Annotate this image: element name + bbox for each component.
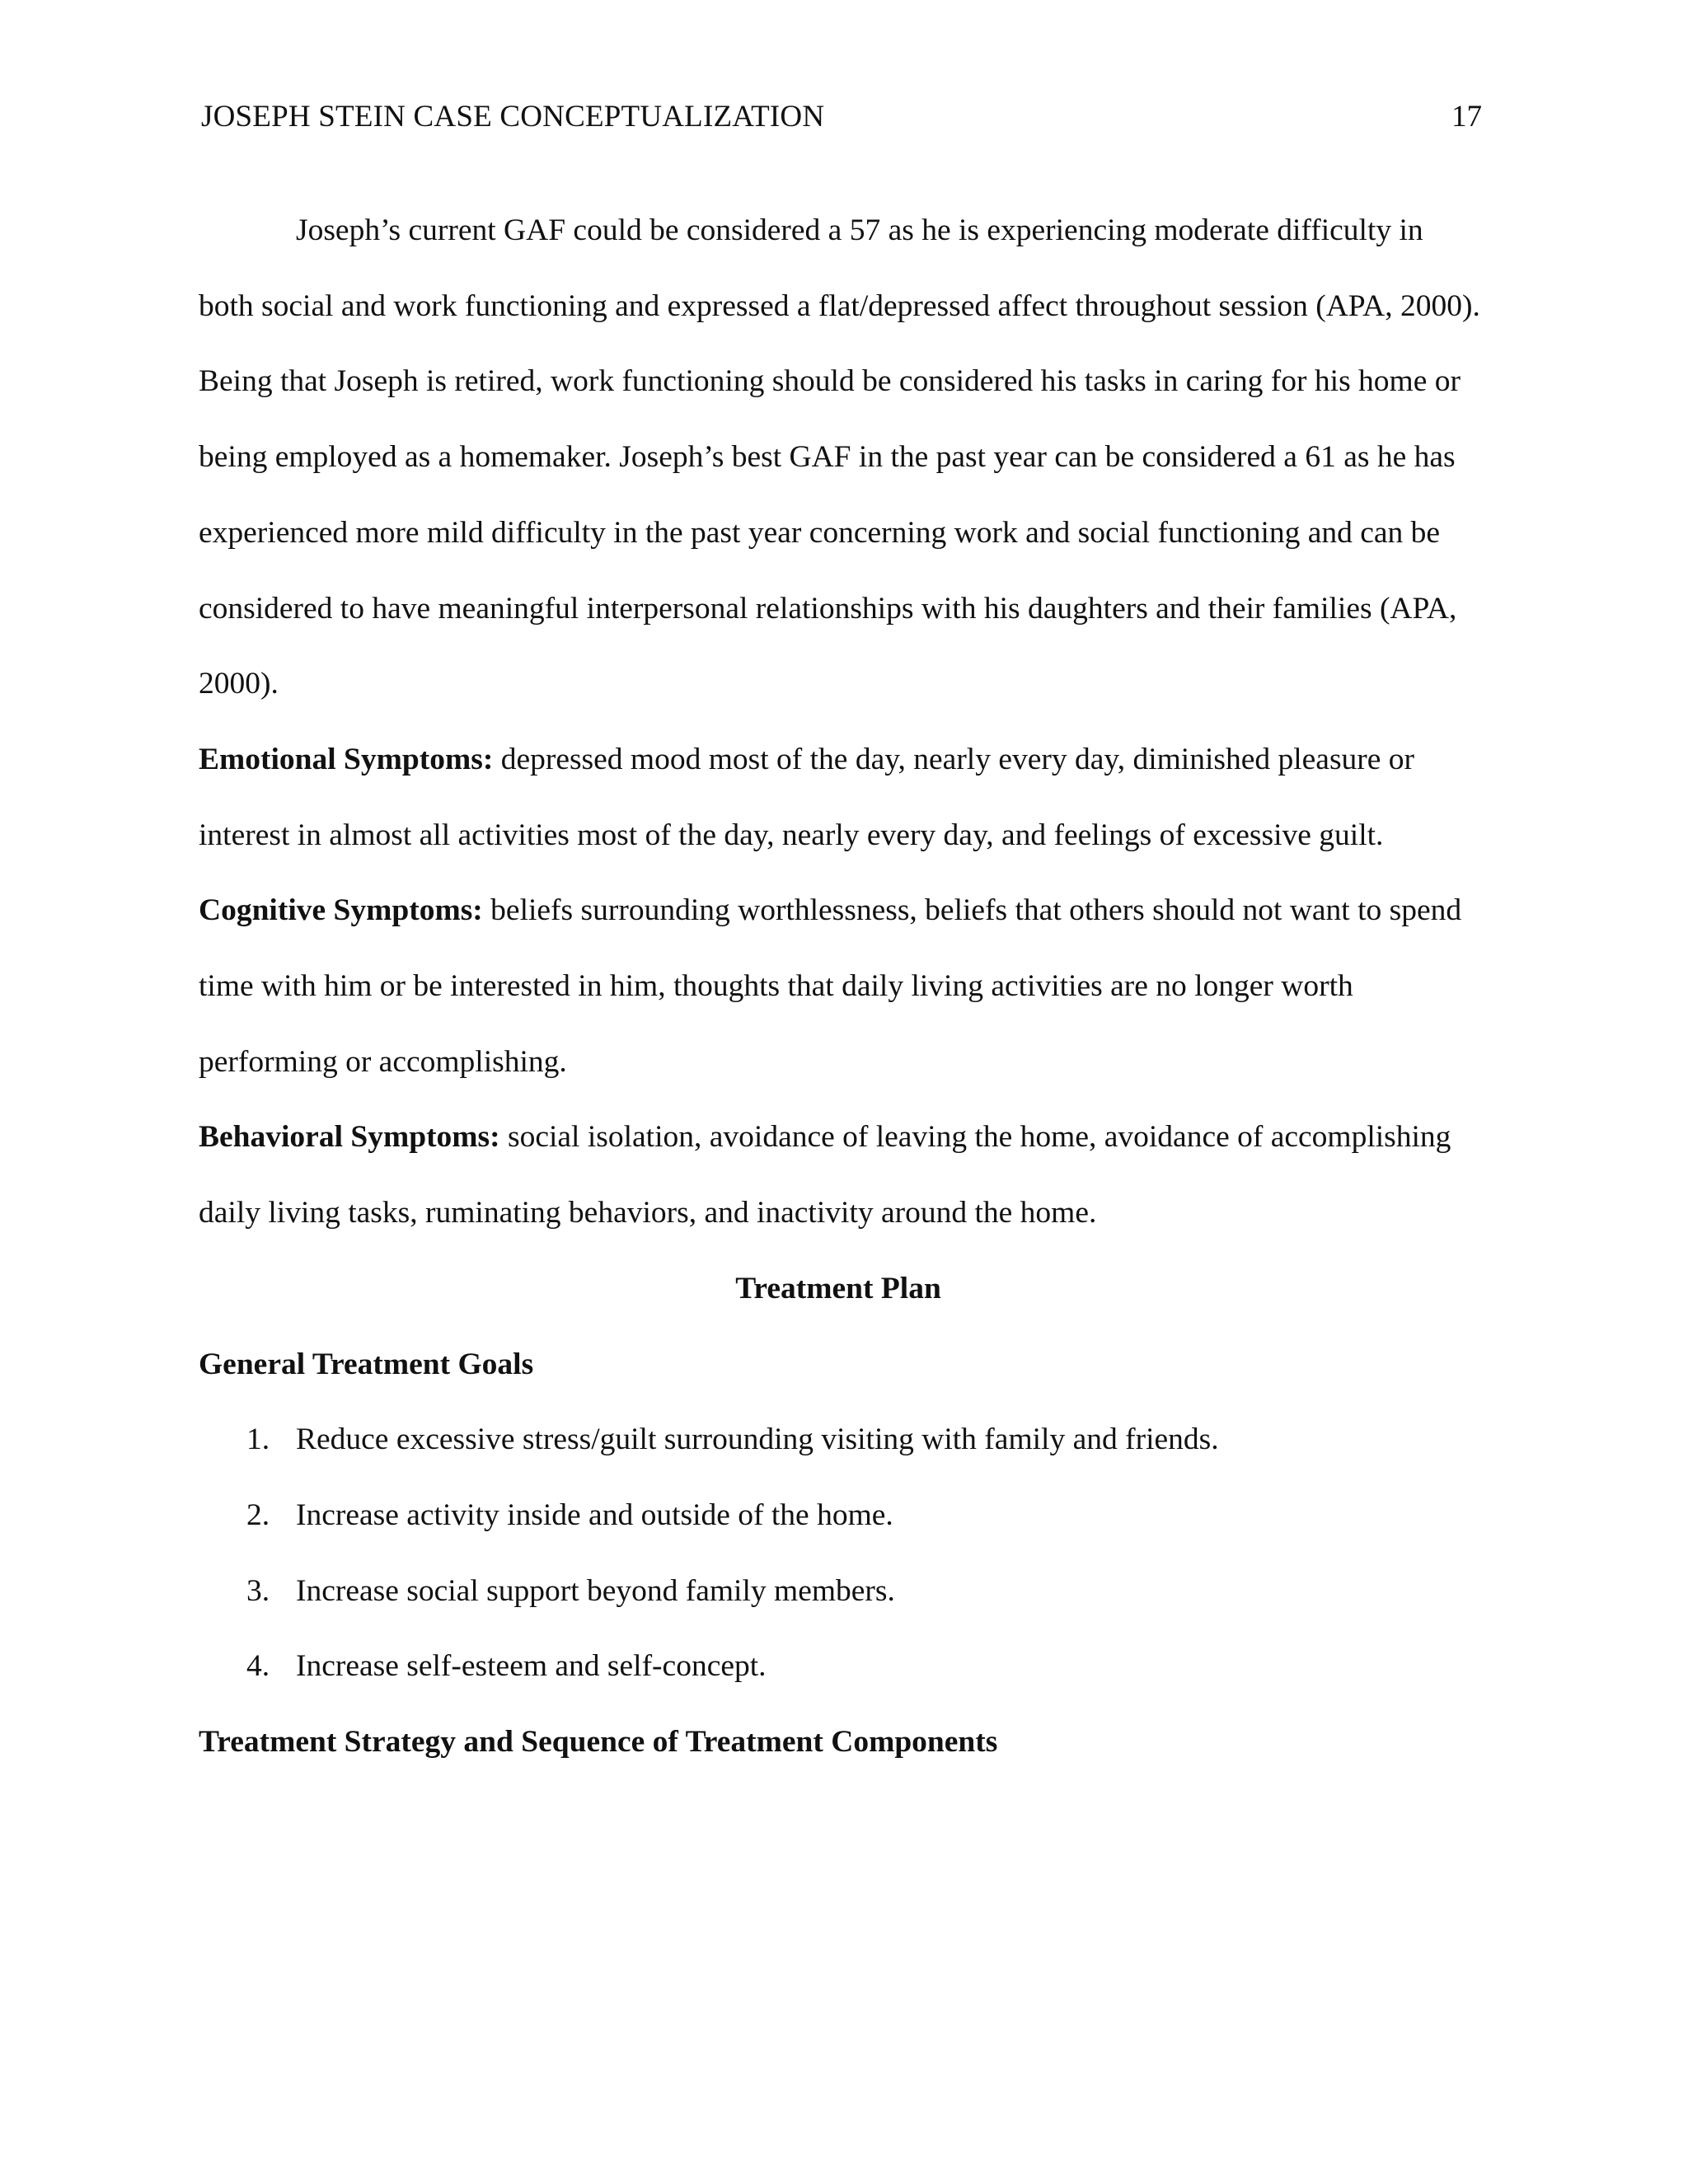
treatment-plan-heading: Treatment Plan [735, 1271, 941, 1305]
cognitive-symptoms-label: Cognitive Symptoms: [199, 893, 483, 928]
running-head: JOSEPH STEIN CASE CONCEPTUALIZATION [201, 100, 825, 134]
goal-text: Increase social support beyond family members. [296, 1573, 895, 1608]
behavioral-symptoms-paragraph [199, 1099, 1484, 1250]
behavioral-symptoms-label: Behavioral Symptoms: [199, 1120, 500, 1155]
goal-text: Increase self-esteem and self-concept. [296, 1649, 767, 1684]
cognitive-symptoms-paragraph [199, 873, 1484, 1099]
emotional-symptoms-text: depressed mood most of the day, nearly every day, diminished pleasure or interest in almost all activities most of the day, nearly every day, and feelings of excessive guilt. [199, 742, 1415, 852]
goal-item [199, 1629, 1484, 1704]
goal-number: 3. [246, 1573, 270, 1608]
goal-list [199, 1402, 1484, 1704]
goal-item [199, 1554, 1484, 1629]
goal-number: 1. [246, 1422, 270, 1457]
body-text [199, 193, 1484, 1780]
page-number: 17 [1451, 100, 1482, 134]
gaf-paragraph: Joseph’s current GAF could be considered a 57 as he is experiencing moderate difficulty in both social and work functioning and expressed a flat/depressed affect throughout session (APA, 2000). Being that Joseph is retired, work functioning should be considered his tasks in caring for his home or being employed as a homemaker. Joseph’s best GAF in the past year can be considered a 61 as he has experienced more mild difficulty in the past year concerning work and social functioning and can be considered to have meaningful interpersonal relationships with his daughters and their families (APA, 2000). [199, 213, 1480, 701]
goal-item [199, 1478, 1484, 1554]
behavioral-symptoms-text: social isolation, avoidance of leaving the home, avoidance of accomplishing daily living tasks, ruminating behaviors, and inactivity around the home. [199, 1120, 1451, 1230]
cognitive-symptoms-text: beliefs surrounding worthlessness, beliefs that others should not want to spend time with him or be interested in him, thoughts that daily living activities are no longer worth performing or accomplishing. [199, 893, 1462, 1079]
general-goals-heading: General Treatment Goals [199, 1347, 534, 1381]
goal-number: 2. [246, 1497, 270, 1532]
goal-text: Reduce excessive stress/guilt surrounding visiting with family and friends. [296, 1422, 1219, 1457]
goal-item [199, 1402, 1484, 1478]
goal-number: 4. [246, 1649, 270, 1684]
treatment-strategy-heading: Treatment Strategy and Sequence of Treatment Components [199, 1725, 998, 1760]
emotional-symptoms-paragraph [199, 722, 1484, 873]
goal-text: Increase activity inside and outside of the home. [296, 1497, 893, 1532]
emotional-symptoms-label: Emotional Symptoms: [199, 742, 494, 776]
